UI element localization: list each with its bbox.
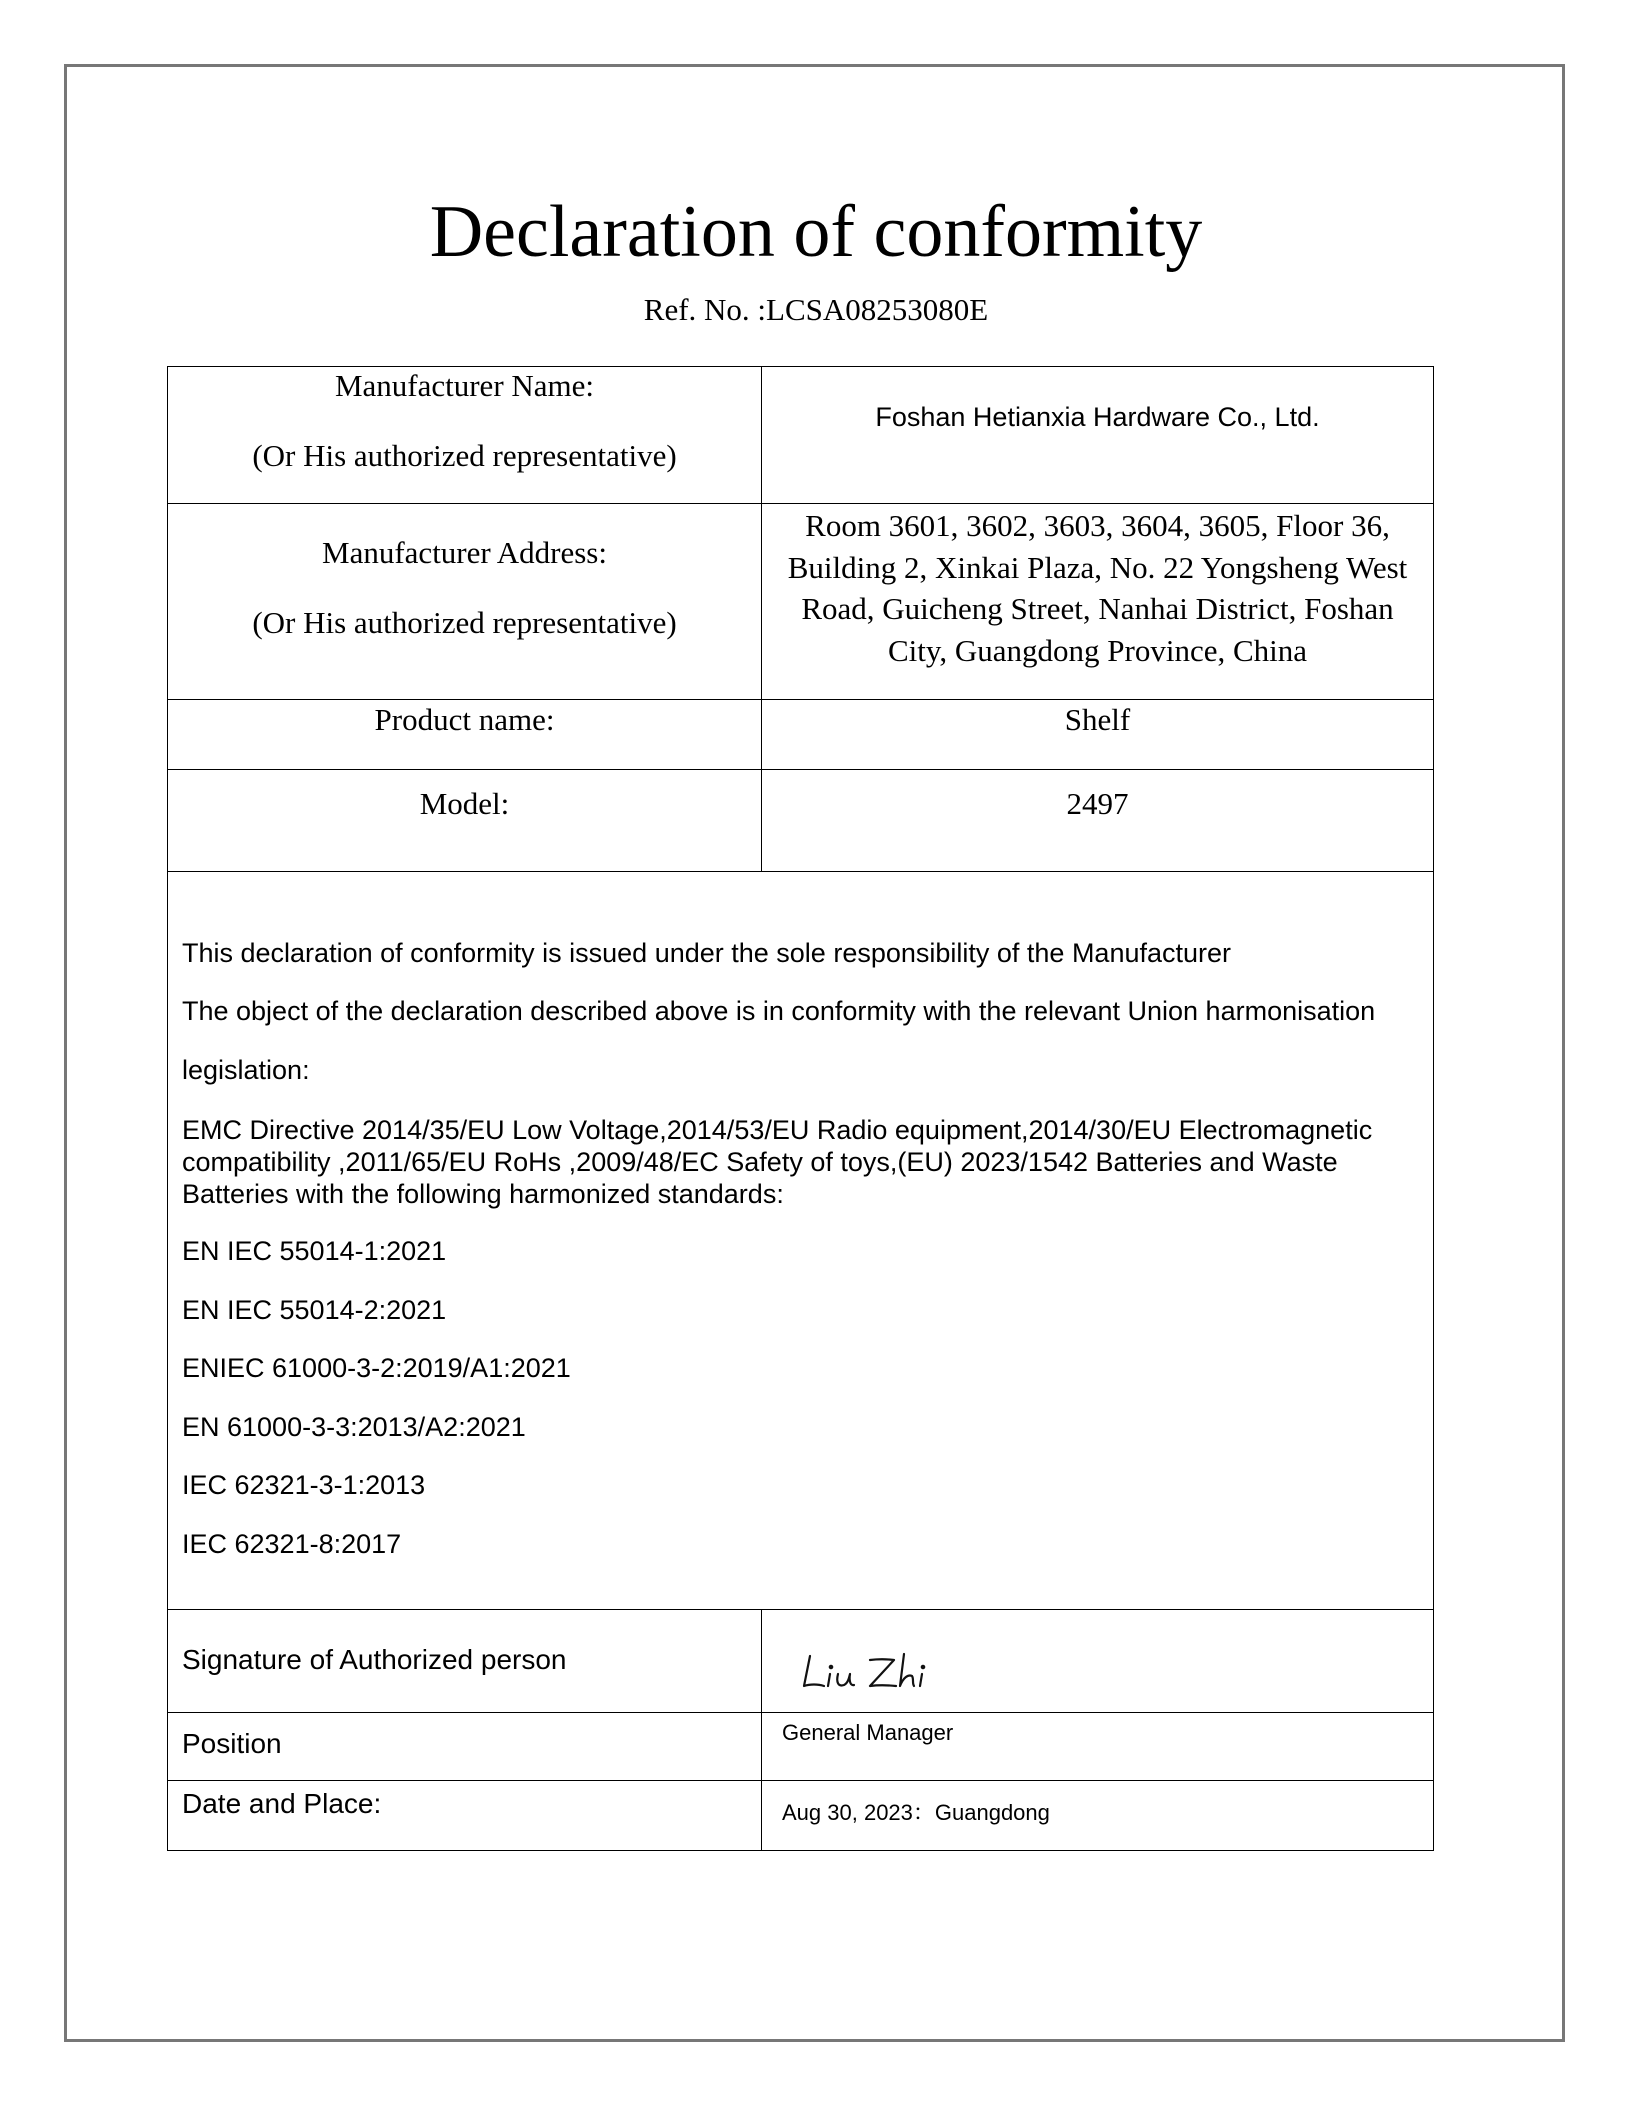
address-line: Road, Guicheng Street, Nanhai District, Foshan <box>801 591 1394 626</box>
directive-line: compatibility ,2011/65/EU RoHs ,2009/48/EC Safety of toys,(EU) 2023/1542 Batteries and Waste <box>182 1147 1338 1177</box>
reference-number: Ref. No. :LCSA08253080E <box>643 292 989 327</box>
address-line: Building 2, Xinkai Plaza, No. 22 Yongsheng West <box>787 549 1408 585</box>
manufacturer-address-value <box>762 505 1433 671</box>
statement-line: legislation: <box>182 1055 310 1085</box>
position-value: General Manager <box>782 1720 954 1745</box>
directive-line: Batteries with the following harmonized standards: <box>182 1179 784 1209</box>
model-label: Model: <box>419 786 510 821</box>
standard-item: EN IEC 55014-2:2021 <box>182 1295 447 1325</box>
address-line: City, Guangdong Province, China <box>887 632 1308 668</box>
signature-label: Signature of Authorized person <box>182 1644 567 1675</box>
standard-item: EN 61000-3-3:2013/A2:2021 <box>182 1412 526 1442</box>
manufacturer-name-label: Manufacturer Name: <box>334 368 595 403</box>
directive-line: EMC Directive 2014/35/EU Low Voltage,2014/53/EU Radio equipment,2014/30/EU Electromagnetic <box>182 1115 1373 1145</box>
date-place-label: Date and Place: <box>182 1788 382 1819</box>
date-place-value: Aug 30, 2023：Guangdong <box>782 1800 1050 1825</box>
standard-item: ENIEC 61000-3-2:2019/A1:2021 <box>182 1353 571 1383</box>
standard-item: IEC 62321-3-1:2013 <box>182 1470 426 1500</box>
manufacturer-name-sublabel: (Or His authorized representative) <box>252 438 677 473</box>
model-value: 2497 <box>1066 786 1129 821</box>
manufacturer-name-value: Foshan Hetianxia Hardware Co., Ltd. <box>875 402 1320 432</box>
document-title: Declaration of conformity <box>429 191 1203 273</box>
product-name-value: Shelf <box>1064 702 1131 737</box>
address-line: Room 3601, 3602, 3603, 3604, 3605, Floor 36, <box>805 508 1390 543</box>
standard-item: IEC 62321-8:2017 <box>182 1529 402 1559</box>
position-label: Position <box>182 1728 282 1759</box>
manufacturer-address-label: Manufacturer Address: <box>322 535 607 570</box>
statement-line: The object of the declaration described above is in conformity with the relevant Union harmonisation <box>182 996 1376 1026</box>
manufacturer-address-label-cell <box>168 535 761 641</box>
manufacturer-name-label-cell <box>168 368 761 474</box>
standard-item: EN IEC 55014-1:2021 <box>182 1236 447 1266</box>
statement-line: This declaration of conformity is issued under the sole responsibility of the Manufacturer <box>182 938 1232 968</box>
directives-paragraph <box>182 1114 1432 1210</box>
manufacturer-address-sublabel: (Or His authorized representative) <box>252 605 677 640</box>
handwritten-signature <box>800 1648 940 1698</box>
product-name-label: Product name: <box>374 702 555 737</box>
